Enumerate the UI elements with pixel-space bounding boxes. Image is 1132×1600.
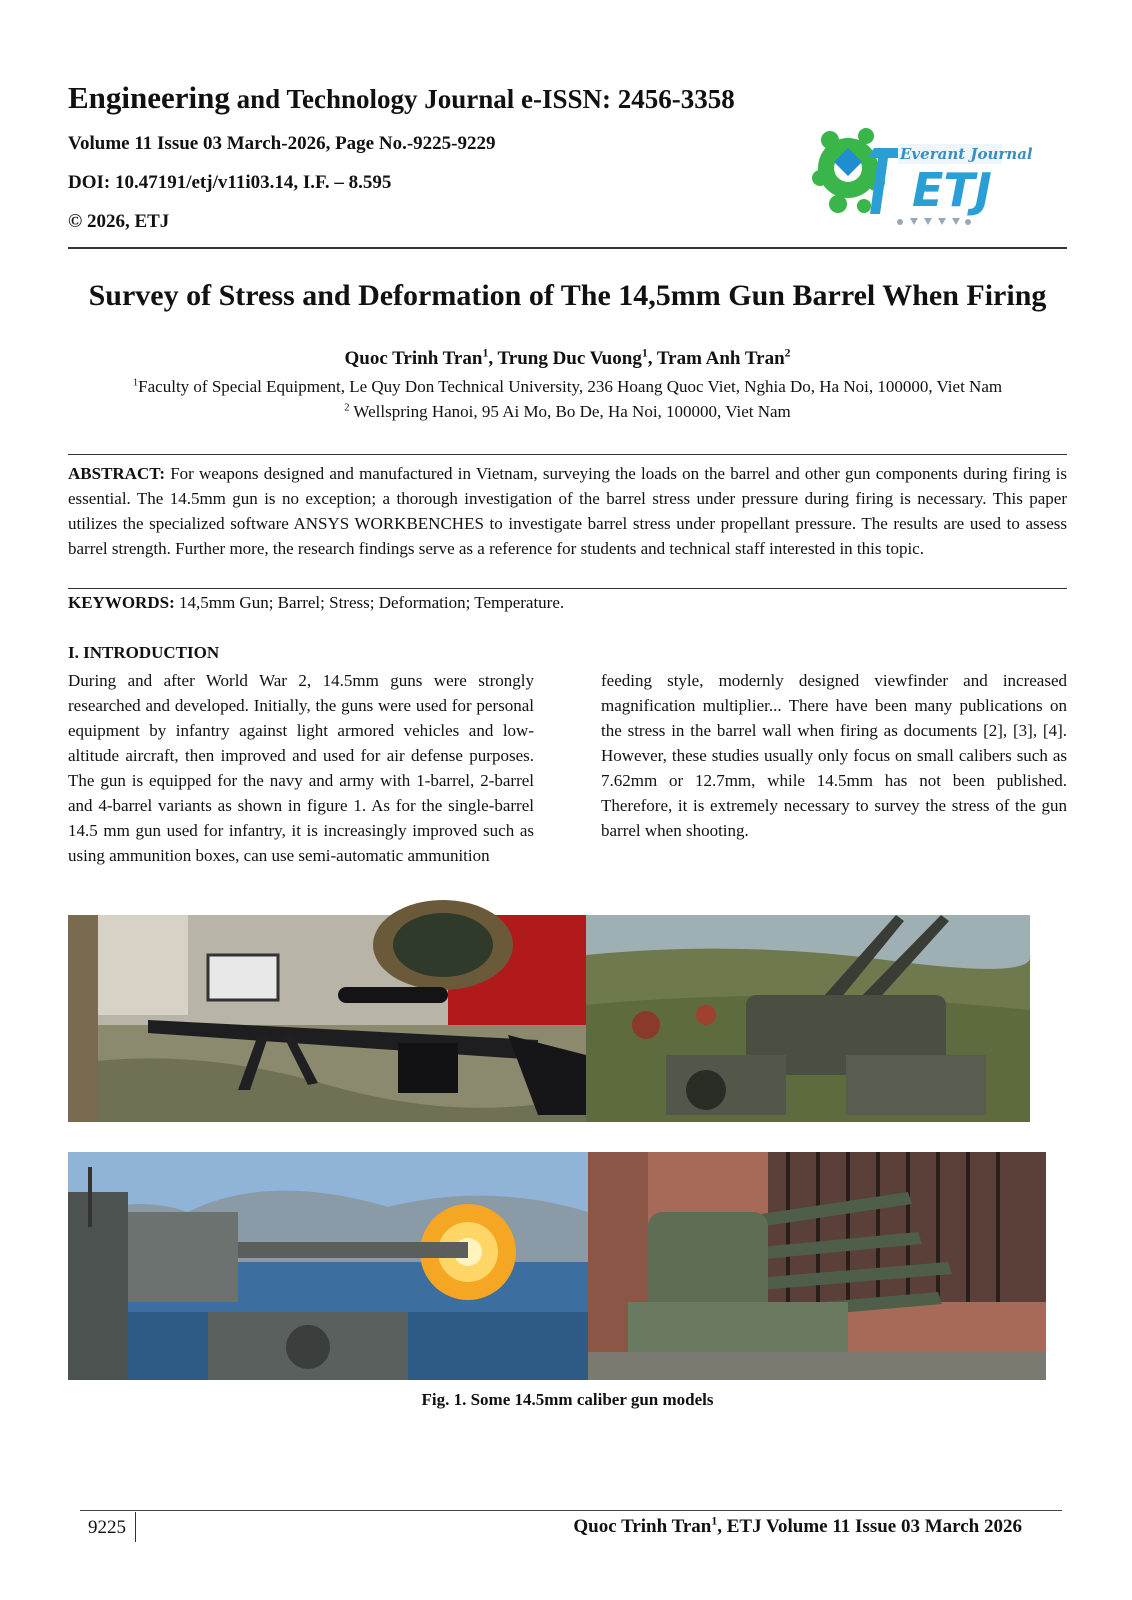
abstract-label: ABSTRACT: [68, 464, 165, 483]
keywords-text: 14,5mm Gun; Barrel; Stress; Deformation; Temperature. [174, 593, 565, 612]
page-number-divider [135, 1512, 136, 1542]
figure-photo-twin-barrel [586, 915, 1030, 1122]
abstract [68, 461, 1067, 561]
author-sup: 1 [641, 346, 648, 360]
figure-photo-rifle [68, 915, 586, 1122]
affiliation-text: Faculty of Special Equipment, Le Quy Don Technical University, 236 Hoang Quoc Viet, Nghia Do, Ha Noi, 100000, Viet Nam [138, 377, 1003, 396]
abstract-bottom-rule [68, 588, 1067, 589]
affiliation-sup: 2 [344, 402, 350, 414]
author-name: Trung Duc Vuong [497, 348, 642, 369]
figure-photo-naval-gun [68, 1152, 588, 1380]
affiliation-text: Wellspring Hanoi, 95 Ai Mo, Bo De, Ha Noi, 100000, Viet Nam [349, 402, 791, 421]
author-name: Tram Anh Tran [656, 348, 785, 369]
footer-rule [80, 1510, 1062, 1511]
abstract-text: For weapons designed and manufactured in Vietnam, surveying the loads on the barrel and other gun components during firing is essential. The 14.5mm gun is no exception; a thorough investigation of the barrel stress under pressure during firing is necessary. This paper utilizes the specialized software ANSYS WORKBENCHES to investigate barrel stress under propellant pressure. The results are used to assess barrel strength. Further more, the research findings serve as a reference for students and technical staff interested in this topic. [68, 464, 1067, 558]
author-sup: 2 [784, 346, 791, 360]
volume-info: Volume 11 Issue 03 March-2026, Page No.-9225-9229 [68, 133, 496, 154]
header-divider [68, 247, 1067, 249]
intro-column-left: During and after World War 2, 14.5mm guns were strongly researched and developed. Initially, the guns were used for personal equipment by infantry against light armored vehicles and low-altitude aircraft, then improved and used for air defense purposes. The gun is equipped for the navy and army with 1-barrel, 2-barrel and 4-barrel variants as shown in figure 1. As for the single-barrel 14.5 mm gun used for infantry, it is increasingly improved such as using ammunition boxes, can use semi-automatic ammunition [68, 671, 534, 865]
footer-author-sup: 1 [711, 1514, 718, 1528]
paper-title: Survey of Stress and Deformation of The 14,5mm Gun Barrel When Firing [88, 279, 1047, 312]
journal-title [68, 80, 735, 116]
journal-title-lead: Engineering [68, 80, 230, 115]
logo-text-main: ETJ [912, 163, 992, 217]
doi-info: DOI: 10.47191/etj/v11i03.14, I.F. – 8.595 [68, 172, 392, 193]
footer-journal-info: , ETJ Volume 11 Issue 03 March 2026 [717, 1516, 1022, 1537]
author-list: Quoc Trinh Tran$^1$, Trung Duc Vuong$^1$, Tram Anh Tran$^2$ [344, 346, 791, 369]
affiliation-2 [68, 402, 1067, 422]
logo-text-top: Everant Journal [900, 145, 1033, 163]
figure-photo-quad-barrel [588, 1152, 1046, 1380]
footer-citation [573, 1516, 1022, 1538]
etj-logo [808, 118, 1033, 230]
intro-column-right: feeding style, modernly designed viewfinder and increased magnification multiplier... There have been many publications on the stress in the barrel wall when firing as documents [2], [3], [4]. However, these studies usually only focus on small calibers such as 7.62mm or 12.7mm, while 14.5mm has not been published. Therefore, it is extremely necessary to survey the stress of the gun barrel when shooting. [601, 671, 1067, 840]
affiliation-1 [68, 377, 1067, 397]
page-number: 9225 [88, 1517, 126, 1538]
affiliation-sup: 1 [132, 377, 139, 389]
figure-caption: Fig. 1. Some 14.5mm caliber gun models [421, 1390, 714, 1409]
author-name: Quoc Trinh Tran [344, 348, 483, 369]
abstract-top-rule [68, 454, 1067, 455]
keywords [68, 593, 1067, 613]
section-heading: I. INTRODUCTION [68, 643, 220, 662]
author-sup: 1 [482, 346, 489, 360]
journal-title-rest: and Technology Journal e-ISSN: 2456-3358 [229, 84, 735, 114]
keywords-label: KEYWORDS: [68, 593, 175, 612]
copyright: © 2026, ETJ [68, 211, 170, 232]
footer-author: Quoc Trinh Tran [573, 1516, 712, 1537]
